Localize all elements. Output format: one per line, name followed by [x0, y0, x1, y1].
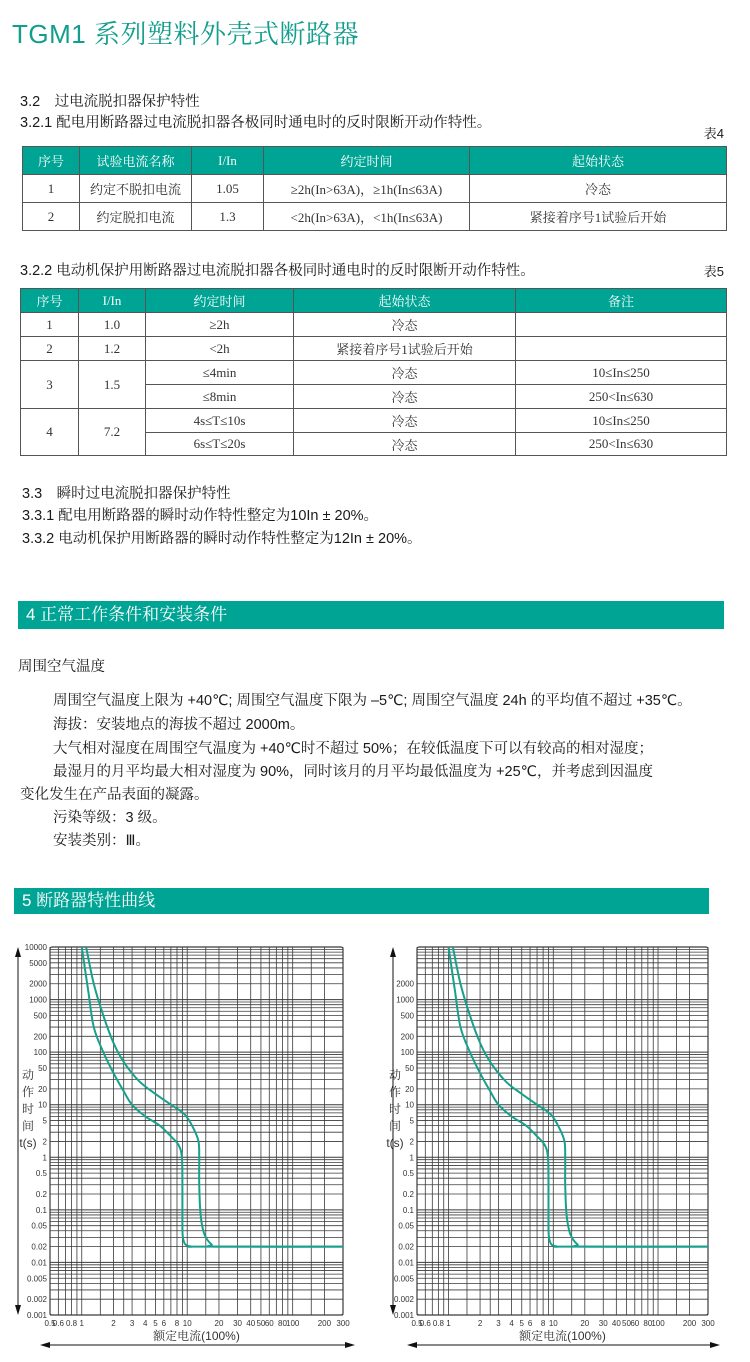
x-tick-label: 3 — [496, 1319, 501, 1328]
x-tick-label: 50 — [256, 1319, 266, 1328]
table-header: I/In — [192, 147, 264, 175]
table-cell: 冷态 — [470, 175, 727, 203]
y-tick-label: 10 — [38, 1100, 47, 1110]
table-row — [21, 313, 727, 337]
table-cell: 250<In≤630 — [516, 433, 727, 456]
table-cell: 冷态 — [294, 313, 516, 337]
x-tick-label: 0.6 — [52, 1319, 64, 1328]
x-tick-label: 6 — [161, 1319, 167, 1328]
table-header: 备注 — [516, 289, 727, 313]
y-axis-label: 时 — [21, 1102, 35, 1116]
table-cell: 10≤In≤250 — [516, 409, 727, 433]
x-tick-label: 30 — [233, 1319, 242, 1328]
table-cell: ≥2h — [146, 313, 294, 337]
x-tick-label: 200 — [682, 1319, 697, 1328]
y-tick-label: 0.1 — [35, 1205, 47, 1215]
y-tick-label: 500 — [400, 1011, 414, 1021]
table-cell: 250<In≤630 — [516, 385, 727, 409]
y-axis-label: 间 — [21, 1119, 35, 1133]
table-cell: 冷态 — [294, 433, 516, 456]
table-row — [23, 175, 727, 203]
curve-lower — [82, 947, 343, 1247]
table-cell: <2h(In>63A)，<1h(In≤63A) — [264, 203, 470, 231]
table-cell: 7.2 — [79, 409, 146, 456]
y-tick-label: 0.2 — [35, 1190, 47, 1200]
table-row — [21, 361, 727, 385]
y-tick-label: 2 — [42, 1137, 47, 1147]
paragraph: 海拔：安装地点的海拔不超过 2000m。 — [53, 717, 305, 733]
x-tick-label: 200 — [317, 1319, 332, 1328]
trip-curve-chart-distribution — [0, 935, 360, 1362]
table4-tag: 表4 — [703, 126, 724, 141]
y-tick-label: 10000 — [24, 943, 47, 952]
table-cell: 冷态 — [294, 385, 516, 409]
x-tick-label: 80 — [643, 1319, 653, 1328]
table-cell: 2 — [23, 203, 80, 231]
y-tick-label: 0.002 — [393, 1295, 414, 1305]
trip-curve-chart-motor — [375, 935, 735, 1362]
table5-tag: 表5 — [703, 264, 724, 279]
table-cell: 2 — [21, 337, 79, 361]
table-cell: 6s≤T≤20s — [146, 433, 294, 456]
paragraph: 变化发生在产品表面的凝露。 — [20, 787, 209, 803]
section-5-header: 5 断路器特性曲线 — [14, 888, 709, 914]
y-tick-label: 0.05 — [398, 1221, 414, 1231]
table-cell: 4s≤T≤10s — [146, 409, 294, 433]
y-tick-label: 5 — [42, 1116, 47, 1126]
y-tick-label: 100 — [400, 1048, 414, 1058]
x-tick-label: 10 — [182, 1319, 192, 1328]
section-3-2-2-heading: 3.2.2 电动机保护用断路器过电流脱扣器各极同时通电时的反时限断开动作特性。 — [20, 263, 535, 279]
y-tick-label: 0.005 — [393, 1274, 414, 1284]
x-tick-label: 40 — [611, 1319, 621, 1328]
table-cell: 约定不脱扣电流 — [80, 175, 192, 203]
section-4-subheading: 周围空气温度 — [18, 659, 105, 675]
y-tick-label: 0.05 — [31, 1221, 47, 1231]
table-5 — [20, 288, 727, 456]
y-tick-label: 100 — [33, 1048, 47, 1058]
table-cell: 10≤In≤250 — [516, 361, 727, 385]
x-tick-label: 2 — [111, 1319, 116, 1328]
section-4-header: 4 正常工作条件和安装条件 — [18, 601, 724, 629]
y-tick-label: 1 — [42, 1153, 47, 1163]
y-tick-label: 200 — [33, 1032, 47, 1042]
x-tick-label: 6 — [527, 1319, 533, 1328]
x-tick-label: 8 — [174, 1319, 180, 1328]
y-tick-label: 0.01 — [398, 1258, 414, 1268]
table-row — [23, 203, 727, 231]
paragraph: 最湿月的月平均最大相对湿度为 90%，同时该月的月平均最低温度为 +25℃，并考虑到因温度 — [53, 764, 653, 780]
x-tick-label: 3 — [129, 1319, 135, 1328]
y-axis-label: 时 — [388, 1102, 402, 1116]
arrow-up-icon — [390, 947, 396, 957]
x-tick-label: 300 — [701, 1319, 715, 1328]
arrow-right-icon — [710, 1342, 720, 1348]
table-cell: ≤4min — [146, 361, 294, 385]
table-cell: 冷态 — [294, 361, 516, 385]
x-tick-label: 60 — [630, 1319, 640, 1328]
section-3-2-1-heading: 3.2.1 配电用断路器过电流脱扣器各极同时通电时的反时限断开动作特性。 — [20, 115, 492, 131]
x-axis-label: 额定电流(100%) — [153, 1329, 240, 1343]
y-tick-label: 0.002 — [26, 1295, 47, 1305]
y-tick-label: 2 — [409, 1137, 414, 1147]
x-tick-label: 40 — [246, 1319, 256, 1328]
table-cell: 1.05 — [192, 175, 264, 203]
curve-lower — [449, 947, 708, 1247]
y-tick-label: 1000 — [29, 995, 47, 1005]
x-tick-label: 8 — [540, 1319, 546, 1328]
table-cell: 1 — [21, 313, 79, 337]
x-tick-label: 20 — [214, 1319, 224, 1328]
arrow-left-icon — [40, 1342, 50, 1348]
x-tick-label: 10 — [548, 1319, 558, 1328]
y-tick-label: 0.2 — [402, 1190, 414, 1200]
x-tick-label: 30 — [598, 1319, 608, 1328]
table-cell: 3 — [21, 361, 79, 409]
y-axis-label: 作 — [388, 1085, 402, 1099]
x-tick-label: 4 — [509, 1319, 514, 1328]
y-axis-label: 动 — [388, 1068, 402, 1082]
y-tick-label: 0.02 — [398, 1242, 414, 1252]
x-axis-label: 额定电流(100%) — [519, 1329, 606, 1343]
x-tick-label: 80 — [278, 1319, 287, 1328]
y-axis-label: 动 — [21, 1068, 35, 1082]
table-header: 起始状态 — [294, 289, 516, 313]
curve-upper — [86, 947, 343, 1247]
y-tick-label: 10 — [405, 1100, 414, 1110]
y-tick-label: 20 — [405, 1084, 414, 1094]
table-header: 序号 — [21, 289, 79, 313]
y-tick-label: 50 — [38, 1063, 47, 1073]
y-tick-label: 500 — [33, 1011, 47, 1021]
table-cell: 紧接着序号1试验后开始 — [470, 203, 727, 231]
paragraph: 大气相对湿度在周围空气温度为 +40℃时不超过 50%；在较低温度下可以有较高的相对湿度； — [53, 741, 653, 757]
table-cell: ≤8min — [146, 385, 294, 409]
section-3-3-2: 3.3.2 电动机保护用断路器的瞬时动作特性整定为12In ± 20%。 — [22, 531, 422, 547]
table-cell: 1.5 — [79, 361, 146, 409]
y-tick-label: 1000 — [396, 995, 414, 1005]
table-4 — [22, 146, 727, 231]
y-tick-label: 0.001 — [393, 1311, 414, 1320]
x-tick-label: 60 — [264, 1319, 274, 1328]
x-tick-label: 100 — [286, 1319, 300, 1328]
table-header: 起始状态 — [470, 147, 727, 175]
table-cell: 冷态 — [294, 409, 516, 433]
x-tick-label: 4 — [143, 1319, 148, 1328]
table-row — [21, 337, 727, 361]
y-tick-label: 200 — [400, 1032, 414, 1042]
table-cell — [516, 313, 727, 337]
table-header: 约定时间 — [264, 147, 470, 175]
table-cell: 1 — [23, 175, 80, 203]
x-tick-label: 0.8 — [432, 1319, 444, 1328]
table-cell: <2h — [146, 337, 294, 361]
y-tick-label: 2000 — [396, 979, 414, 989]
y-axis-label: t(s) — [386, 1136, 404, 1150]
arrow-down-icon — [15, 1305, 21, 1315]
y-tick-label: 50 — [405, 1063, 414, 1073]
section-3-3-heading: 3.3 瞬时过电流脱扣器保护特性 — [22, 486, 231, 502]
section-3-2-heading: 3.2 过电流脱扣器保护特性 — [20, 94, 200, 110]
table-cell: 1.3 — [192, 203, 264, 231]
x-tick-label: 0.8 — [65, 1319, 78, 1328]
x-tick-label: 1 — [79, 1319, 84, 1328]
y-axis-label: 作 — [21, 1085, 35, 1099]
y-tick-label: 0.005 — [26, 1274, 47, 1284]
y-tick-label: 0.02 — [31, 1242, 47, 1252]
table-row — [21, 409, 727, 433]
table-header: 约定时间 — [146, 289, 294, 313]
x-tick-label: 300 — [336, 1319, 350, 1328]
y-tick-label: 20 — [38, 1084, 47, 1094]
y-axis-label: t(s) — [19, 1136, 37, 1150]
arrow-up-icon — [15, 947, 21, 957]
x-tick-label: 100 — [651, 1319, 665, 1328]
y-tick-label: 1 — [409, 1153, 414, 1163]
y-tick-label: 0.01 — [31, 1258, 47, 1268]
y-tick-label: 2000 — [29, 979, 47, 989]
y-tick-label: 5000 — [29, 958, 47, 968]
x-tick-label: 0.6 — [419, 1319, 431, 1328]
table-header: 试验电流名称 — [80, 147, 192, 175]
arrow-left-icon — [407, 1342, 417, 1348]
x-tick-label: 0.5 — [44, 1319, 56, 1328]
x-tick-label: 0.5 — [411, 1319, 423, 1328]
table-cell: 约定脱扣电流 — [80, 203, 192, 231]
table-cell: 1.2 — [79, 337, 146, 361]
x-tick-label: 5 — [519, 1319, 524, 1328]
table-cell: 1.0 — [79, 313, 146, 337]
page-title: TGM1 系列塑料外壳式断路器 — [12, 19, 359, 49]
table-cell: 4 — [21, 409, 79, 456]
x-tick-label: 1 — [446, 1319, 451, 1328]
y-tick-label: 0.1 — [402, 1205, 414, 1215]
y-tick-label: 0.5 — [35, 1169, 47, 1179]
curve-upper — [453, 947, 708, 1247]
table-cell: ≥2h(In>63A)，≥1h(In≤63A) — [264, 175, 470, 203]
y-axis-label: 间 — [388, 1119, 402, 1133]
y-tick-label: 0.5 — [402, 1169, 414, 1179]
table-cell: 紧接着序号1试验后开始 — [294, 337, 516, 361]
arrow-right-icon — [345, 1342, 355, 1348]
y-tick-label: 0.001 — [26, 1311, 47, 1320]
x-tick-label: 5 — [153, 1319, 158, 1328]
x-tick-label: 20 — [580, 1319, 590, 1328]
table-header: 序号 — [23, 147, 80, 175]
paragraph: 安装类别：Ⅲ。 — [53, 833, 150, 849]
table-cell — [516, 337, 727, 361]
y-tick-label: 5 — [409, 1116, 414, 1126]
x-tick-label: 50 — [622, 1319, 631, 1328]
paragraph: 周围空气温度上限为 +40℃; 周围空气温度下限为 –5℃; 周围空气温度 24h 的平均值不超过 +35℃。 — [53, 693, 692, 709]
paragraph: 污染等级：3 级。 — [53, 810, 167, 826]
x-tick-label: 2 — [477, 1319, 483, 1328]
section-3-3-1: 3.3.1 配电用断路器的瞬时动作特性整定为10In ± 20%。 — [22, 508, 379, 524]
table-header: I/In — [79, 289, 146, 313]
